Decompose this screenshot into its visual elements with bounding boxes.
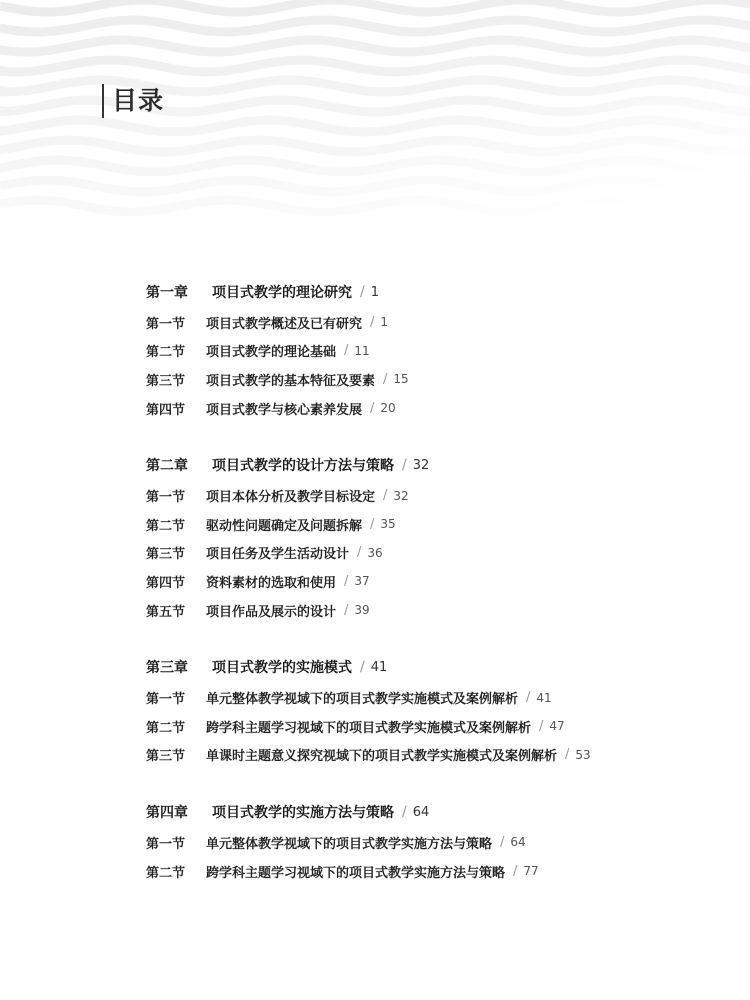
separator: / [370,314,375,330]
page-title: 目录 [102,84,164,118]
section-entry[interactable] [146,394,736,423]
separator: / [344,343,349,359]
chapter-title: 项目式教学的理论研究 [212,285,352,301]
section-number: 第二节 [146,345,186,361]
section-entry[interactable] [146,365,736,394]
section-title: 单元整体教学视域下的项目式教学实施模式及案例解析 [206,692,519,708]
section-page-number: 35 [380,517,396,532]
separator: / [357,545,362,561]
section-entry[interactable] [146,857,736,886]
section-entry[interactable] [146,481,736,510]
chapter-block [146,449,736,624]
section-number: 第一节 [146,490,186,506]
chapter-block [146,276,736,422]
section-title: 项目式教学的理论基础 [206,345,337,361]
section-entry[interactable] [146,712,736,741]
separator: / [513,863,518,879]
separator: / [500,834,505,850]
separator: / [402,457,407,474]
section-number: 第一节 [146,836,186,852]
section-title: 项目式教学概述及已有研究 [206,316,363,332]
section-title: 驱动性问题确定及问题拆解 [206,518,363,534]
section-page-number: 11 [354,343,370,358]
section-number: 第四节 [146,575,186,591]
table-of-contents [146,276,736,912]
section-number: 第二节 [146,518,186,534]
section-page-number: 15 [393,372,409,387]
separator: / [370,516,375,532]
chapter-entry[interactable] [146,276,736,308]
section-page-number: 39 [354,603,370,618]
section-title: 项目任务及学生活动设计 [206,547,350,563]
section-page-number: 53 [575,747,591,762]
section-title: 跨学科主题学习视域下的项目式教学实施模式及案例解析 [206,720,532,736]
separator: / [383,371,388,387]
section-entry[interactable] [146,337,736,366]
separator: / [370,400,375,416]
section-number: 第一节 [146,316,186,332]
section-title: 项目式教学与核心素养发展 [206,402,363,418]
separator: / [344,573,349,589]
section-number: 第三节 [146,373,186,389]
section-entry[interactable] [146,596,736,625]
section-title: 单课时主题意义探究视域下的项目式教学实施模式及案例解析 [206,749,558,765]
section-page-number: 47 [549,719,565,734]
chapter-block [146,651,736,769]
section-title: 项目式教学的基本特征及要素 [206,373,376,389]
section-number: 第二节 [146,720,186,736]
section-page-number: 1 [380,315,389,330]
chapter-title: 项目式教学的实施模式 [212,660,352,677]
section-page-number: 41 [536,690,552,705]
section-page-number: 37 [354,574,370,589]
section-number: 第三节 [146,749,186,765]
section-number: 第三节 [146,547,186,563]
chapter-number: 第四章 [146,805,188,822]
chapter-block [146,796,736,885]
section-page-number: 20 [380,401,396,416]
section-entry[interactable] [146,510,736,539]
chapter-number: 第三章 [146,660,188,677]
chapter-page-number: 1 [370,284,379,300]
section-number: 第二节 [146,865,186,881]
section-title: 项目作品及展示的设计 [206,604,337,620]
separator: / [360,284,365,300]
chapter-entry[interactable] [146,796,736,828]
section-entry[interactable] [146,539,736,568]
separator: / [526,690,531,706]
section-page-number: 32 [393,488,409,503]
section-title: 项目本体分析及教学目标设定 [206,490,376,506]
section-title: 单元整体教学视域下的项目式教学实施方法与策略 [206,836,493,852]
separator: / [539,718,544,734]
chapter-entry[interactable] [146,449,736,481]
section-title: 跨学科主题学习视域下的项目式教学实施方法与策略 [206,865,506,881]
separator: / [402,804,407,821]
section-page-number: 64 [510,835,526,850]
section-page-number: 36 [367,545,383,560]
section-number: 第一节 [146,692,186,708]
section-number: 第四节 [146,402,186,418]
section-page-number: 77 [523,864,539,879]
chapter-number: 第一章 [146,285,188,301]
section-entry[interactable] [146,828,736,857]
separator: / [360,659,365,676]
chapter-number: 第二章 [146,458,188,475]
chapter-page-number: 32 [412,457,430,473]
section-number: 第五节 [146,604,186,620]
chapter-entry[interactable] [146,651,736,683]
separator: / [383,488,388,504]
section-title: 资料素材的选取和使用 [206,575,337,591]
section-entry[interactable] [146,683,736,712]
section-entry[interactable] [146,308,736,337]
section-entry[interactable] [146,741,736,770]
section-entry[interactable] [146,567,736,596]
chapter-title: 项目式教学的设计方法与策略 [212,458,394,475]
separator: / [344,602,349,618]
chapter-page-number: 64 [412,804,430,820]
chapter-title: 项目式教学的实施方法与策略 [212,805,394,822]
separator: / [565,747,570,763]
chapter-page-number: 41 [370,659,388,675]
